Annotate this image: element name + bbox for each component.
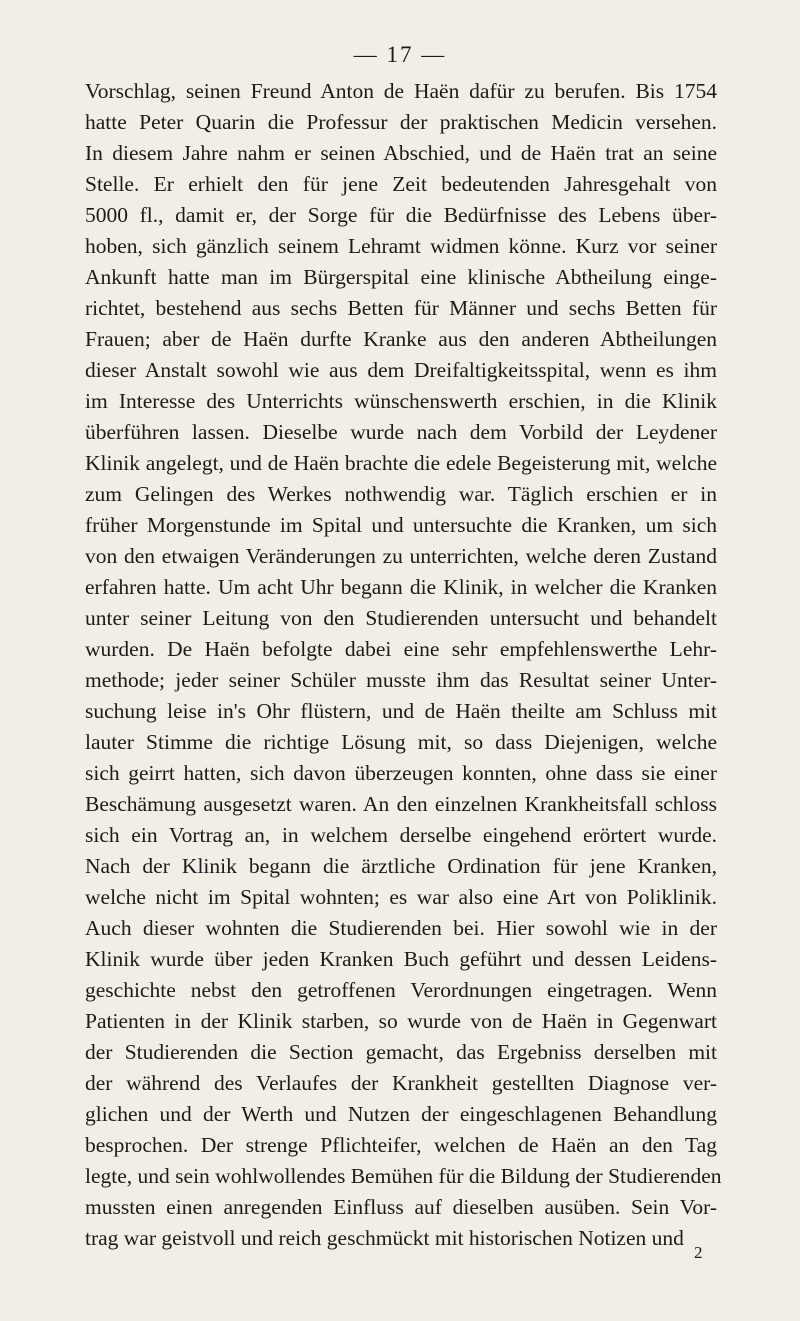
text-line: unter seiner Leitung von den Studierenden untersucht und behandelt [85,606,717,630]
page-number: — 17 — [353,42,447,67]
text-line: erfahren hatte. Um acht Uhr begann die Klinik, in welcher die Kranken [85,575,717,599]
text-line: geschichte nebst den getroffenen Verordnungen eingetragen. Wenn [85,978,717,1002]
text-line: welche nicht im Spital wohnten; es war also eine Art von Poliklinik. [85,885,717,909]
text-line: glichen und der Werth und Nutzen der eingeschlagenen Behandlung [85,1102,717,1126]
text-line: hatte Peter Quarin die Professur der praktischen Medicin versehen. [85,110,717,134]
text-line: suchung leise in's Ohr flüstern, und de Haën theilte am Schluss mit [85,699,717,723]
text-line: hoben, sich gänzlich seinem Lehramt widmen könne. Kurz vor seiner [85,234,717,258]
text-line: wurden. De Haën befolgte dabei eine sehr empfehlenswerthe Lehr- [85,637,717,661]
text-line: lauter Stimme die richtige Lösung mit, so dass Diejenigen, welche [85,730,717,754]
text-line: Auch dieser wohnten die Studierenden bei. Hier sowohl wie in der [85,916,717,940]
text-line: sich ein Vortrag an, in welchem derselbe eingehend erörtert wurde. [85,823,717,847]
text-line: Stelle. Er erhielt den für jene Zeit bedeutenden Jahresgehalt von [85,172,717,196]
text-line: Patienten in der Klinik starben, so wurde von de Haën in Gegenwart [85,1009,717,1033]
text-line: mussten einen anregenden Einfluss auf dieselben ausüben. Sein Vor- [85,1195,717,1219]
text-line: Beschämung ausgesetzt waren. An den einzelnen Krankheitsfall schloss [85,792,717,816]
text-line: legte, und sein wohlwollendes Bemühen für die Bildung der Studierenden [85,1164,722,1188]
text-line: von den etwaigen Veränderungen zu unterrichten, welche deren Zustand [85,544,717,568]
text-line: überführen lassen. Dieselbe wurde nach dem Vorbild der Leydener [85,420,717,444]
text-line: methode; jeder seiner Schüler musste ihm das Resultat seiner Unter- [85,668,717,692]
text-line: Klinik angelegt, und de Haën brachte die edele Begeisterung mit, welche [85,451,717,475]
text-line: Klinik wurde über jeden Kranken Buch geführt und dessen Leidens- [85,947,717,971]
text-line: richtet, bestehend aus sechs Betten für Männer und sechs Betten für [85,296,717,320]
text-line: Frauen; aber de Haën durfte Kranke aus den anderen Abtheilungen [85,327,717,351]
text-line: besprochen. Der strenge Pflichteifer, welchen de Haën an den Tag [85,1133,717,1157]
text-line: zum Gelingen des Werkes nothwendig war. Täglich erschien er in [85,482,717,506]
text-line: der Studierenden die Section gemacht, das Ergebniss derselben mit [85,1040,717,1064]
signature-mark: 2 [694,1243,703,1262]
text-line: 5000 fl., damit er, der Sorge für die Bedürfnisse des Lebens über- [85,203,717,227]
text-line: Ankunft hatte man im Bürgerspital eine klinische Abtheilung einge- [85,265,717,289]
text-line: In diesem Jahre nahm er seinen Abschied, und de Haën trat an seine [85,141,717,165]
text-line: sich geirrt hatten, sich davon überzeugen konnten, ohne dass sie einer [85,761,717,785]
text-line: dieser Anstalt sowohl wie aus dem Dreifaltigkeitsspital, wenn es ihm [85,358,717,382]
text-line: im Interesse des Unterrichts wünschenswerth erschien, in die Klinik [85,389,717,413]
text-line: trag war geistvoll und reich geschmückt mit historischen Notizen und [85,1226,684,1250]
text-line: Vorschlag, seinen Freund Anton de Haën dafür zu berufen. Bis 1754 [85,79,717,103]
text-line: früher Morgenstunde im Spital und untersuchte die Kranken, um sich [85,513,717,537]
body-text [85,76,722,1254]
text-line: Nach der Klinik begann die ärztliche Ordination für jene Kranken, [85,854,717,878]
text-line: der während des Verlaufes der Krankheit gestellten Diagnose ver- [85,1071,717,1095]
